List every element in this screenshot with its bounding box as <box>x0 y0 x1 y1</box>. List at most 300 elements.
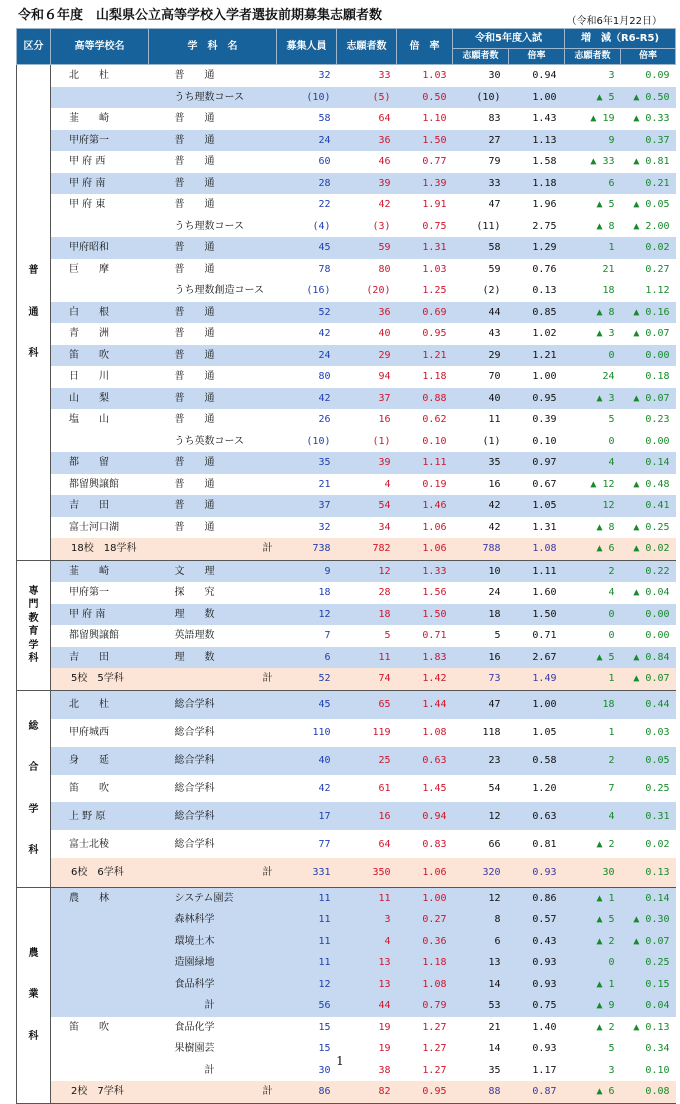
change-ratio-value: 1.12 <box>645 285 670 297</box>
table-row <box>17 366 676 388</box>
capacity-value: 45 <box>277 237 337 259</box>
prev-ratio-value: 1.43 <box>532 113 557 125</box>
prev-ratio-value: 0.67 <box>532 478 557 490</box>
capacity-value: 45 <box>277 690 337 719</box>
total-kei: 計 <box>149 668 277 690</box>
applicants-value: 28 <box>378 587 391 599</box>
department-name: 普 通 <box>149 388 277 410</box>
change-ratio-value: 0.05 <box>621 747 676 775</box>
table-row <box>17 909 676 931</box>
prev-ratio-value: 1.31 <box>532 521 557 533</box>
school-name: 甲府第一 <box>51 130 149 152</box>
prev-ratio-value: 1.60 <box>532 587 557 599</box>
applicants-value: 36 <box>337 130 397 152</box>
applicants-value: 18 <box>337 604 397 626</box>
capacity-value: 78 <box>318 263 331 275</box>
capacity-value: 40 <box>277 747 337 775</box>
prev-ratio-value: 0.97 <box>509 452 565 474</box>
change-ratio-value: 0.00 <box>621 604 676 626</box>
applicants-value: 36 <box>337 302 397 324</box>
applicants-value: 65 <box>337 690 397 719</box>
capacity-value: (16) <box>306 285 331 297</box>
report-date: （令和6年1月22日） <box>566 16 662 27</box>
ratio-value: 1.56 <box>422 587 447 599</box>
school-name: 巨 摩 <box>69 263 109 275</box>
prev-ratio-value: 1.11 <box>509 560 565 582</box>
table-row <box>17 431 676 453</box>
change-applicants-value: ▲ 19 <box>590 113 615 125</box>
change-ratio-value: ▲ 0.33 <box>633 113 670 125</box>
school-name: 韮 崎 <box>69 113 109 125</box>
prev-applicants-value: 29 <box>453 345 509 367</box>
prev-ratio-value: 0.93 <box>509 974 565 996</box>
header-ratio: 倍 率 <box>397 29 453 65</box>
ratio-value: 0.63 <box>397 747 453 775</box>
prev-applicants-value: 47 <box>488 199 501 211</box>
applicants-value: (3) <box>372 220 391 232</box>
department-name: 普 通 <box>174 70 215 82</box>
applicants-value: 61 <box>378 782 391 794</box>
change-ratio-value: 0.09 <box>645 70 670 82</box>
capacity-value: 9 <box>277 560 337 582</box>
page-number: 1 <box>336 1054 344 1068</box>
capacity-value: 32 <box>318 521 331 533</box>
prev-ratio-value: 0.81 <box>532 838 557 850</box>
prev-ratio-value: 1.18 <box>509 173 565 195</box>
department-name: 文 理 <box>149 560 277 582</box>
change-applicants-value: ▲ 9 <box>565 995 621 1017</box>
prev-applicants-value: 118 <box>482 727 501 739</box>
category-label <box>17 560 51 690</box>
change-applicants-value: ▲ 33 <box>590 156 615 168</box>
change-applicants-value: 1 <box>608 727 615 739</box>
school-name: 山 梨 <box>51 388 149 410</box>
prev-applicants-value: 21 <box>488 1021 501 1033</box>
prev-ratio-value: 0.71 <box>532 630 557 642</box>
change-ratio-value: ▲ 0.07 <box>633 328 670 340</box>
change-applicants-value: ▲ 3 <box>596 328 615 340</box>
school-name: 吉 田 <box>51 495 149 517</box>
capacity-value: 35 <box>277 452 337 474</box>
department-name: 普 通 <box>174 478 215 490</box>
prev-applicants-value: 24 <box>488 587 501 599</box>
ratio-value: 1.03 <box>422 263 447 275</box>
ratio-value: 1.91 <box>422 199 447 211</box>
table-row <box>17 259 676 281</box>
school-name <box>51 995 149 1017</box>
table-row <box>17 302 676 324</box>
change-applicants-value: 2 <box>565 747 621 775</box>
prev-applicants-value: 42 <box>488 521 501 533</box>
prev-ratio-value: 1.21 <box>509 345 565 367</box>
ratio-value: 0.10 <box>422 435 447 447</box>
category-char: 総 <box>28 720 39 732</box>
section-total-row <box>17 858 676 887</box>
prev-applicants-value: (2) <box>482 285 501 297</box>
capacity-value: 80 <box>318 371 331 383</box>
school-name: 北 杜 <box>51 690 149 719</box>
change-applicants-value: 4 <box>565 452 621 474</box>
capacity-value: 11 <box>277 909 337 931</box>
table-row <box>17 690 676 719</box>
table-row <box>17 65 676 87</box>
change-ratio-value: 0.02 <box>645 838 670 850</box>
department-name: 普 通 <box>149 237 277 259</box>
total-ratio: 1.06 <box>397 858 453 887</box>
prev-applicants-value: 18 <box>453 604 509 626</box>
change-applicants-value: ▲ 12 <box>590 478 615 490</box>
school-name: 青 洲 <box>69 328 109 340</box>
capacity-value: 17 <box>277 802 337 830</box>
ratio-value: 1.27 <box>422 1043 447 1055</box>
total-prev-ratio: 1.49 <box>509 668 565 690</box>
capacity-value: 42 <box>277 388 337 410</box>
applicants-value: 64 <box>378 838 391 850</box>
ratio-value: 1.46 <box>397 495 453 517</box>
school-name <box>51 87 149 109</box>
table-row <box>17 87 676 109</box>
capacity-value: 110 <box>312 727 331 739</box>
department-name: 果樹園芸 <box>174 1043 215 1055</box>
change-ratio-value: 0.14 <box>621 452 676 474</box>
applicants-value: 59 <box>337 237 397 259</box>
change-ratio-value: 0.21 <box>621 173 676 195</box>
capacity-value: 37 <box>277 495 337 517</box>
applicants-value: 12 <box>337 560 397 582</box>
header-prev-applicants: 志願者数 <box>453 49 509 65</box>
ratio-value: 1.39 <box>397 173 453 195</box>
change-applicants-value: 2 <box>565 560 621 582</box>
table-row <box>17 151 676 173</box>
department-name: 普 通 <box>174 414 215 426</box>
department-name: 普 通 <box>174 113 215 125</box>
applicants-value: 19 <box>378 1021 391 1033</box>
prev-applicants-value: 16 <box>488 478 501 490</box>
change-applicants-value: ▲ 2 <box>596 838 615 850</box>
change-applicants-value: ▲ 5 <box>596 199 615 211</box>
capacity-value: 22 <box>318 199 331 211</box>
capacity-value: 56 <box>277 995 337 1017</box>
total-prev-applicants: 88 <box>453 1081 509 1103</box>
capacity-value: (10) <box>306 435 331 447</box>
school-name: 日 川 <box>69 371 109 383</box>
prev-applicants-value: 54 <box>488 782 501 794</box>
ratio-value: 1.50 <box>397 130 453 152</box>
ratio-value: 1.27 <box>422 1021 447 1033</box>
total-ratio: 1.06 <box>397 538 453 560</box>
prev-applicants-value: 27 <box>453 130 509 152</box>
category-char: 科 <box>28 1030 39 1042</box>
prev-ratio-value: 1.96 <box>532 199 557 211</box>
change-applicants-value: 0 <box>608 630 615 642</box>
table-row <box>17 517 676 539</box>
ratio-value: 0.77 <box>422 156 447 168</box>
ratio-value: 1.21 <box>397 345 453 367</box>
capacity-value: 30 <box>318 1064 331 1076</box>
total-change-applicants: 1 <box>565 668 621 690</box>
total-label: 18校 18学科 <box>51 538 149 560</box>
change-ratio-value: 0.00 <box>645 435 670 447</box>
prev-applicants-value: 10 <box>453 560 509 582</box>
category-label <box>17 887 51 1103</box>
total-change-ratio: 0.08 <box>621 1081 676 1103</box>
capacity-value: 60 <box>318 156 331 168</box>
capacity-value: 12 <box>277 604 337 626</box>
ratio-value: 0.27 <box>397 909 453 931</box>
school-name <box>51 974 149 996</box>
prev-applicants-value: 40 <box>453 388 509 410</box>
table-row <box>17 452 676 474</box>
change-ratio-value: 0.15 <box>621 974 676 996</box>
prev-ratio-value: 1.02 <box>532 328 557 340</box>
department-name: 造園緑地 <box>149 952 277 974</box>
capacity-value: (4) <box>312 220 331 232</box>
prev-ratio-value: 0.57 <box>509 909 565 931</box>
change-ratio-value: ▲ 0.04 <box>633 587 670 599</box>
ratio-value: 0.75 <box>422 220 447 232</box>
table-row <box>17 323 676 345</box>
change-ratio-value: 0.44 <box>621 690 676 719</box>
total-ratio: 1.42 <box>397 668 453 690</box>
change-ratio-value: ▲ 0.13 <box>633 1021 670 1033</box>
category-char: 教 <box>28 612 39 624</box>
applicants-value: 13 <box>337 974 397 996</box>
applicants-value: 5 <box>384 630 391 642</box>
department-name: 総合学科 <box>174 782 215 794</box>
prev-ratio-value: 1.20 <box>532 782 557 794</box>
prev-ratio-value: 1.29 <box>509 237 565 259</box>
total-prev-ratio: 1.08 <box>509 538 565 560</box>
capacity-value: (10) <box>277 87 337 109</box>
prev-ratio-value: 1.50 <box>509 604 565 626</box>
category-char: 学 <box>28 639 39 651</box>
header-change-applicants: 志願者数 <box>565 49 621 65</box>
table-row <box>17 345 676 367</box>
change-applicants-value: ▲ 1 <box>565 974 621 996</box>
capacity-value: 7 <box>324 630 331 642</box>
school-name: 農 林 <box>51 887 149 909</box>
change-applicants-value: 4 <box>608 587 615 599</box>
table-row <box>17 952 676 974</box>
department-name: 総合学科 <box>174 838 215 850</box>
applicants-value: 13 <box>337 952 397 974</box>
category-char: 門 <box>28 599 39 610</box>
change-ratio-value: 0.25 <box>645 782 670 794</box>
table-row <box>17 108 676 130</box>
total-label: 2校 7学科 <box>51 1081 149 1103</box>
department-name: 普 通 <box>149 495 277 517</box>
change-applicants-value: 12 <box>565 495 621 517</box>
change-applicants-value: 24 <box>602 371 615 383</box>
department-name: 普 通 <box>174 521 215 533</box>
department-name: 総合学科 <box>174 727 215 739</box>
capacity-value: 26 <box>318 414 331 426</box>
ratio-value: 1.27 <box>422 1064 447 1076</box>
table-row <box>17 830 676 858</box>
table-row <box>17 388 676 410</box>
applicants-value: 25 <box>337 747 397 775</box>
table-row <box>17 747 676 775</box>
capacity-value: 42 <box>318 782 331 794</box>
total-kei: 計 <box>149 858 277 887</box>
total-capacity: 738 <box>277 538 337 560</box>
school-name: 白 根 <box>51 302 149 324</box>
prev-applicants-value: 12 <box>453 887 509 909</box>
table-row <box>17 887 676 909</box>
change-applicants-value: ▲ 2 <box>596 1021 615 1033</box>
applicants-value: 64 <box>378 113 391 125</box>
total-prev-applicants: 788 <box>453 538 509 560</box>
prev-applicants-value: 59 <box>488 263 501 275</box>
change-ratio-value: ▲ 0.05 <box>633 199 670 211</box>
header-capacity: 募集人員 <box>277 29 337 65</box>
table-row <box>17 802 676 830</box>
ratio-value: 1.03 <box>422 70 447 82</box>
department-name: 計 <box>174 1064 215 1076</box>
prev-ratio-value: 0.93 <box>532 1043 557 1055</box>
prev-applicants-value: (10) <box>453 87 509 109</box>
department-name: うち理数コース <box>174 220 244 232</box>
prev-applicants-value: 70 <box>488 371 501 383</box>
section-total-row <box>17 538 676 560</box>
change-applicants-value: 0 <box>608 435 615 447</box>
change-applicants-value: 0 <box>565 604 621 626</box>
change-ratio-value: 0.37 <box>621 130 676 152</box>
table-row <box>17 474 676 496</box>
prev-applicants-value: 30 <box>488 70 501 82</box>
change-applicants-value: 7 <box>608 782 615 794</box>
school-name: 都 留 <box>51 452 149 474</box>
school-name <box>51 431 149 453</box>
prev-ratio-value: 0.39 <box>532 414 557 426</box>
applicants-value: 94 <box>378 371 391 383</box>
category-char: 普 <box>28 265 39 276</box>
capacity-value: 11 <box>277 887 337 909</box>
change-ratio-value: ▲ 0.50 <box>621 87 676 109</box>
table-row <box>17 216 676 238</box>
applicants-value: 80 <box>378 263 391 275</box>
table-row <box>17 1017 676 1039</box>
header-prev-year: 令和5年度入試 <box>453 29 565 49</box>
category-char: 育 <box>28 626 39 637</box>
prev-applicants-value: 66 <box>488 838 501 850</box>
school-name: 甲府第一 <box>69 587 109 599</box>
department-name: 計 <box>149 995 277 1017</box>
ratio-value: 0.83 <box>422 838 447 850</box>
school-name: 笛 吹 <box>69 1021 109 1033</box>
total-change-ratio: ▲ 0.02 <box>621 538 676 560</box>
department-name: 食品化学 <box>174 1021 215 1033</box>
department-name: 普 通 <box>149 130 277 152</box>
change-ratio-value: 0.25 <box>621 952 676 974</box>
total-applicants: 782 <box>337 538 397 560</box>
applicants-value: 119 <box>372 727 391 739</box>
school-name <box>51 280 149 302</box>
department-name: 普 通 <box>149 345 277 367</box>
ratio-value: 0.36 <box>397 931 453 953</box>
change-applicants-value: 5 <box>608 1043 615 1055</box>
category-char: 学 <box>28 803 39 815</box>
capacity-value: 24 <box>277 130 337 152</box>
ratio-value: 1.25 <box>422 285 447 297</box>
header-change-ratio: 倍率 <box>621 49 676 65</box>
capacity-value: 11 <box>277 931 337 953</box>
department-name: 理 数 <box>149 604 277 626</box>
prev-applicants-value: 13 <box>453 952 509 974</box>
category-char: 通 <box>28 306 39 318</box>
category-char: 合 <box>28 762 39 773</box>
total-kei: 計 <box>149 538 277 560</box>
prev-ratio-value: 0.63 <box>509 802 565 830</box>
applicants-value: 29 <box>337 345 397 367</box>
total-prev-applicants: 320 <box>453 858 509 887</box>
category-char: 農 <box>28 947 39 959</box>
total-change-ratio: ▲ 0.07 <box>621 668 676 690</box>
prev-ratio-value: 2.67 <box>509 647 565 669</box>
change-applicants-value: ▲ 5 <box>565 87 621 109</box>
school-name: 富士河口湖 <box>69 521 119 533</box>
ratio-value: 1.31 <box>397 237 453 259</box>
change-applicants-value: 1 <box>565 237 621 259</box>
change-ratio-value: ▲ 0.25 <box>633 521 670 533</box>
applicants-value: 40 <box>378 328 391 340</box>
department-name: 普 通 <box>174 371 215 383</box>
school-name: 甲 府 南 <box>51 604 149 626</box>
prev-applicants-value: 35 <box>453 452 509 474</box>
change-applicants-value: 3 <box>608 70 615 82</box>
prev-ratio-value: 2.75 <box>532 220 557 232</box>
school-name: 都留興譲館 <box>69 478 119 490</box>
applicants-value: 19 <box>378 1043 391 1055</box>
change-ratio-value: ▲ 0.84 <box>621 647 676 669</box>
change-ratio-value: 0.23 <box>645 414 670 426</box>
change-ratio-value: ▲ 0.07 <box>621 388 676 410</box>
school-name: 甲 府 南 <box>51 173 149 195</box>
ratio-value: 1.10 <box>422 113 447 125</box>
total-label: 6校 6学科 <box>51 858 149 887</box>
applicants-value: 16 <box>337 802 397 830</box>
category-char: 科 <box>28 845 39 856</box>
category-char: 専 <box>28 585 39 597</box>
category-label <box>17 690 51 887</box>
total-capacity: 86 <box>277 1081 337 1103</box>
capacity-value: 24 <box>277 345 337 367</box>
school-name: 吉 田 <box>51 647 149 669</box>
total-capacity: 331 <box>277 858 337 887</box>
ratio-value: 0.71 <box>422 630 447 642</box>
prev-ratio-value: 1.05 <box>509 495 565 517</box>
department-name: うち理数創造コース <box>174 285 264 297</box>
applicants-value: 39 <box>337 173 397 195</box>
change-applicants-value: ▲ 1 <box>565 887 621 909</box>
department-name: 英語理数 <box>174 630 215 642</box>
applicants-value: (1) <box>372 435 391 447</box>
school-name: 身 延 <box>51 747 149 775</box>
school-name: 甲府城西 <box>69 727 109 739</box>
change-ratio-value: 0.14 <box>621 887 676 909</box>
change-applicants-value: 5 <box>608 414 615 426</box>
department-name: 普 通 <box>174 199 215 211</box>
change-applicants-value: 6 <box>565 173 621 195</box>
department-name: 普 通 <box>149 302 277 324</box>
change-ratio-value: 0.00 <box>621 345 676 367</box>
prev-applicants-value: 79 <box>488 156 501 168</box>
applicants-value: 39 <box>337 452 397 474</box>
category-char: 科 <box>28 348 39 359</box>
change-ratio-value: ▲ 0.48 <box>633 478 670 490</box>
table-row <box>17 719 676 747</box>
prev-ratio-value: 1.00 <box>509 87 565 109</box>
